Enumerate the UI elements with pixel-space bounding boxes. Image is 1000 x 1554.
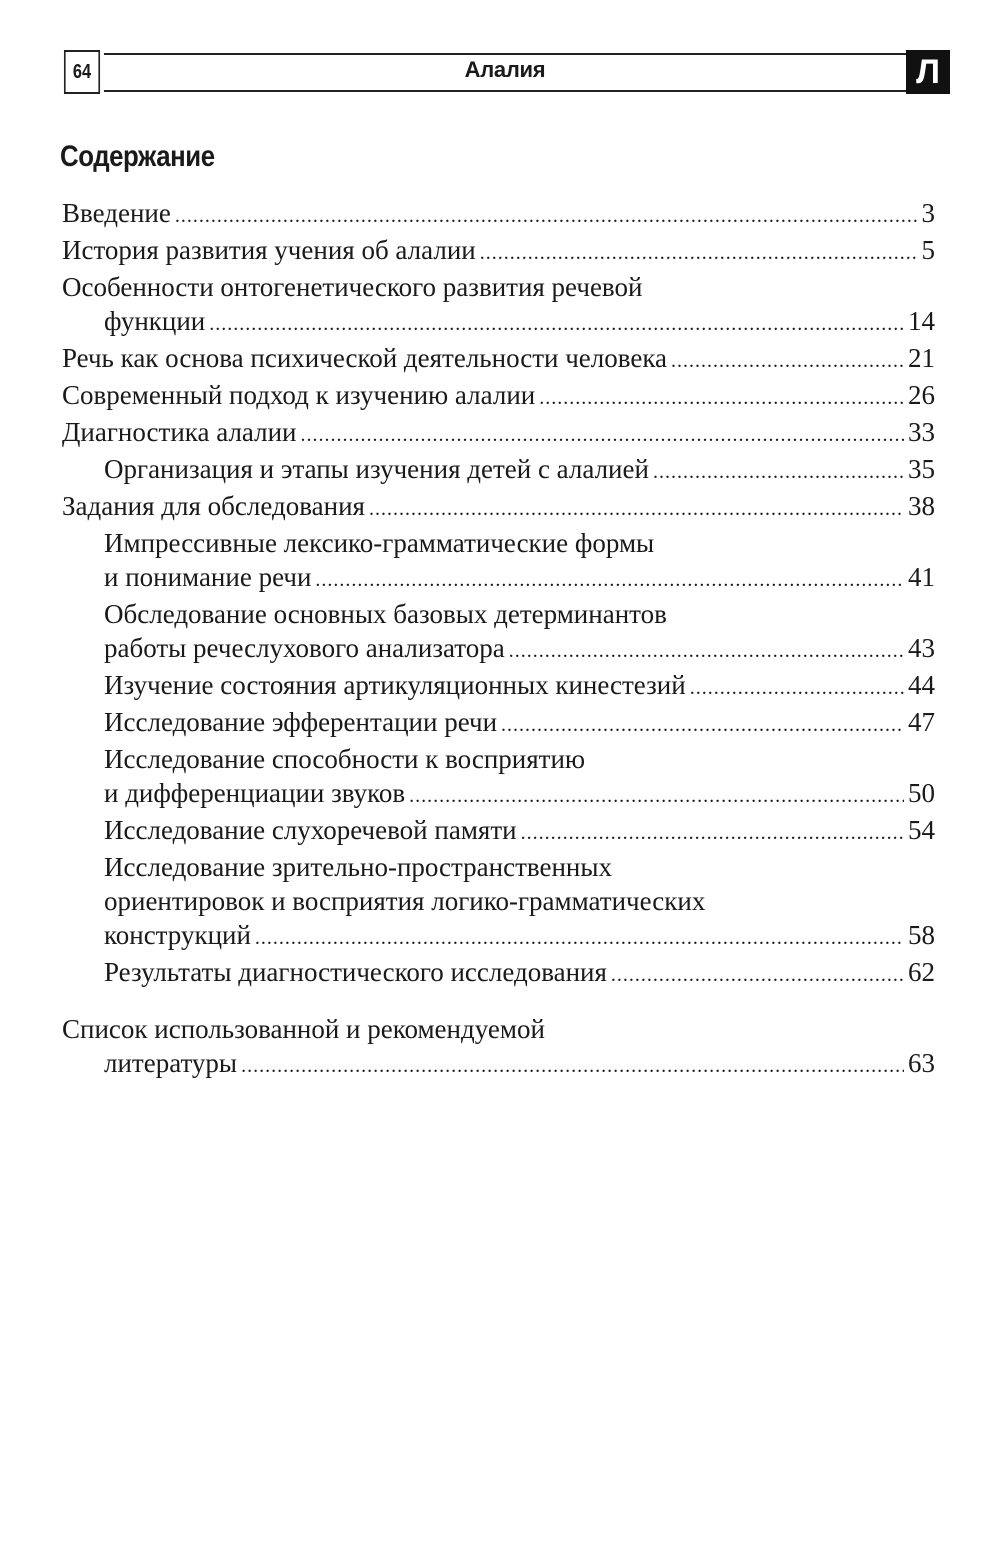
- toc-entry-title: Современный подход к изучению алалии: [62, 380, 536, 410]
- toc-entry[interactable]: [62, 850, 935, 955]
- dot-leader: [539, 381, 904, 415]
- toc-entry[interactable]: [62, 1012, 935, 1083]
- toc-entry-title: Речь как основа психической деятельности человека: [62, 343, 668, 373]
- toc-entry[interactable]: [62, 668, 935, 705]
- toc-page-number: 47: [908, 707, 935, 737]
- toc-entry-title: работы речеслухового анализатора: [104, 633, 505, 663]
- toc-entry-title: Исследование способности к восприятию: [104, 744, 586, 774]
- toc-entry[interactable]: [62, 597, 935, 668]
- section-letter-tab: Л: [906, 50, 950, 94]
- toc-entry-title: Изучение состояния артикуляционных кинестезий: [104, 670, 686, 700]
- page-number: 64: [64, 50, 100, 94]
- toc-entry[interactable]: [62, 813, 935, 850]
- dot-leader: [409, 779, 904, 813]
- dot-leader: [255, 921, 904, 955]
- dot-leader: [690, 671, 904, 705]
- dot-leader: [315, 563, 904, 597]
- toc-page-number: 58: [908, 920, 935, 950]
- toc-entry[interactable]: [62, 526, 935, 597]
- dot-leader: [509, 634, 904, 668]
- toc-entry-title: Введение: [62, 198, 171, 228]
- toc-entry[interactable]: [62, 742, 935, 813]
- toc-page-number: 26: [908, 380, 935, 410]
- toc-page-number: 43: [908, 633, 935, 663]
- toc-entry-title: литературы: [104, 1048, 238, 1078]
- toc-entry-title: и понимание речи: [104, 562, 312, 592]
- header-rule-top: [104, 53, 906, 55]
- toc-entry-title: и дифференциации звуков: [104, 778, 406, 808]
- dot-leader: [209, 307, 904, 341]
- toc-entry[interactable]: [62, 415, 935, 452]
- toc-entry[interactable]: [62, 270, 935, 341]
- toc-entry-title: Результаты диагностического исследования: [104, 957, 607, 987]
- toc-entry-title: История развития учения об алалии: [62, 235, 476, 265]
- toc-page-number: 35: [908, 454, 935, 484]
- toc-page-number: 14: [908, 306, 935, 336]
- toc-entry[interactable]: [62, 705, 935, 742]
- toc-page-number: 21: [908, 343, 935, 373]
- toc-page-number: 41: [908, 562, 935, 592]
- toc-entry-title: ориентировок и восприятия логико-грамматических: [104, 886, 706, 916]
- running-title: Алалия: [464, 57, 546, 82]
- toc-entry-title: Исследование эфферентации речи: [104, 707, 498, 737]
- toc-entry[interactable]: [62, 378, 935, 415]
- toc-entry[interactable]: [62, 233, 935, 270]
- toc-page-number: 5: [921, 235, 935, 265]
- toc-entry-title: Задания для обследования: [62, 491, 365, 521]
- dot-leader: [653, 455, 904, 489]
- toc-page-number: 38: [908, 491, 935, 521]
- dot-leader: [611, 958, 904, 992]
- dot-leader: [301, 418, 904, 452]
- dot-leader: [175, 199, 918, 233]
- toc-page-number: 62: [908, 957, 935, 987]
- toc-entry-title: Исследование зрительно-пространственных: [104, 852, 613, 882]
- toc-entry-title: Список использованной и рекомендуемой: [62, 1014, 545, 1044]
- running-header: [60, 50, 950, 94]
- toc-entry[interactable]: [62, 955, 935, 992]
- toc-page-number: 54: [908, 815, 935, 845]
- toc-entry[interactable]: [62, 341, 935, 378]
- toc-entry-title: Особенности онтогенетического развития речевой: [62, 272, 643, 302]
- table-of-contents: [62, 196, 935, 1083]
- dot-leader: [671, 344, 904, 378]
- dot-leader: [369, 492, 904, 526]
- dot-leader: [501, 708, 904, 742]
- dot-leader: [241, 1049, 904, 1083]
- toc-page-number: 33: [908, 417, 935, 447]
- toc-page-number: 50: [908, 778, 935, 808]
- page-title: Содержание: [60, 140, 215, 173]
- toc-entry-title: конструкций: [104, 920, 251, 950]
- toc-page-number: 3: [921, 198, 935, 228]
- header-rule-bottom: [104, 90, 906, 92]
- toc-entry-title: функции: [104, 306, 206, 336]
- toc-page-number: 44: [908, 670, 935, 700]
- toc-page-number: 63: [908, 1048, 935, 1078]
- dot-leader: [521, 816, 904, 850]
- toc-entry[interactable]: [62, 489, 935, 526]
- toc-entry-title: Организация и этапы изучения детей с алалией: [104, 454, 649, 484]
- toc-entry[interactable]: [62, 452, 935, 489]
- toc-entry-title: Обследование основных базовых детерминантов: [104, 599, 667, 629]
- toc-entry-title: Импрессивные лексико-грамматические формы: [104, 528, 655, 558]
- dot-leader: [480, 236, 918, 270]
- toc-entry-title: Исследование слухоречевой памяти: [104, 815, 517, 845]
- toc-entry-title: Диагностика алалии: [62, 417, 297, 447]
- toc-entry[interactable]: [62, 196, 935, 233]
